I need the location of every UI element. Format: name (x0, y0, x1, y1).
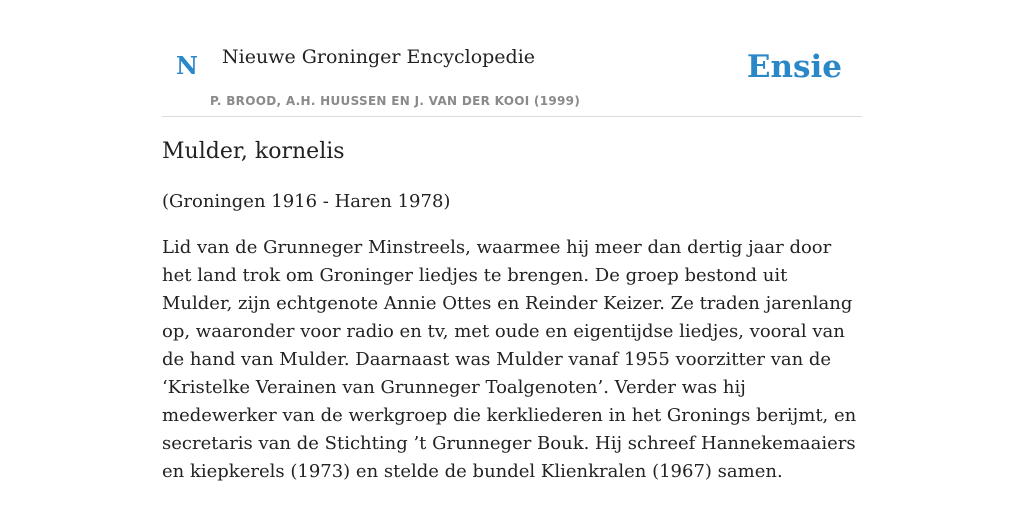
article (162, 138, 862, 486)
book-authors: P. BROOD, A.H. HUUSSEN EN J. VAN DER KOOI (1999) (210, 94, 581, 108)
article-body: Lid van de Grunneger Minstreels, waarmee hij meer dan dertig jaar door het land trok om Groninger liedjes te brengen. De groep bestond uit Mulder, zijn echtgenote Annie Ottes en Reinder Keizer. Ze traden jarenlang op, waaronder voor radio en tv, met oude en eigentijdse liedjes, vooral van de hand van Mulder. Daarnaast was Mulder vanaf 1955 voorzitter van de ‘Kristelke Verainen van Grunneger Toalgenoten’. Verder was hij medewerker van de werkgroep die kerkliederen in het Gronings berijmt, en secretaris van de Stichting ’t Grunneger Bouk. Hij schreef Hannekemaaiers en kiepkerels (1973) en stelde de bundel Klienkralen (1967) samen. (162, 236, 857, 482)
article-title: Mulder, kornelis (162, 139, 345, 164)
book-logo-icon[interactable]: N (176, 51, 198, 80)
article-lifespan: (Groningen 1916 - Haren 1978) (162, 190, 451, 212)
header (162, 0, 862, 117)
ensie-logo[interactable]: Ensie (746, 49, 842, 85)
book-title[interactable]: Nieuwe Groninger Encyclopedie (222, 46, 536, 68)
